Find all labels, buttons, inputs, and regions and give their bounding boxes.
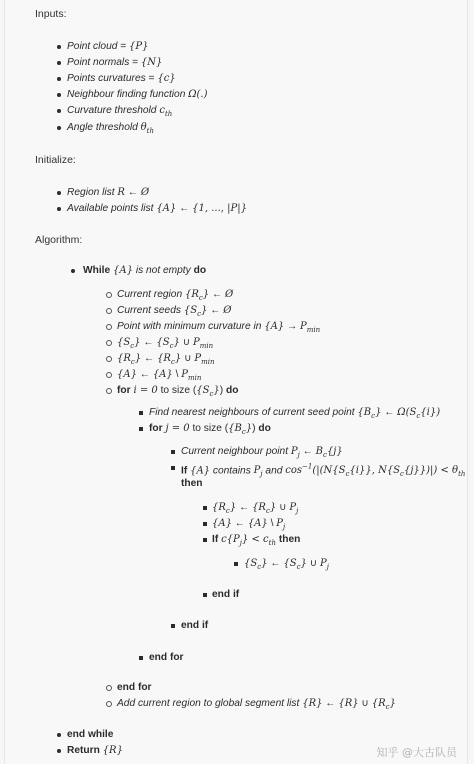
algorithm-heading: Algorithm: <box>35 234 83 246</box>
watermark: 知乎 @大古队员 <box>376 746 457 759</box>
end-for-outer: end for <box>117 682 152 693</box>
input-angle-threshold: Angle threshold $\theta_{th}$ <box>67 122 154 135</box>
circle-bullet-icon <box>106 685 112 691</box>
if-curvature-line: If $c\{P_j\} < c_{th}$ then <box>212 534 301 547</box>
for-i-line: for i = 0 to size $(\{S_c\})$ do <box>117 385 239 398</box>
end-if-inner: end if <box>212 589 240 600</box>
square-bullet-icon <box>203 522 207 526</box>
circle-bullet-icon <box>106 372 112 378</box>
bullet-icon <box>57 77 61 81</box>
end-if-outer: end if <box>181 620 209 631</box>
circle-bullet-icon <box>106 324 112 330</box>
current-neighbour-line: Current neighbour point $P_j$ ← $B_c\{j\}$ <box>181 446 343 459</box>
bullet-icon <box>57 61 61 65</box>
square-bullet-icon <box>139 411 143 415</box>
initialize-heading: Initialize: <box>35 154 76 166</box>
circle-bullet-icon <box>106 340 112 346</box>
bullet-icon <box>57 93 61 97</box>
return-line: Return {R} <box>67 745 123 756</box>
square-bullet-icon <box>234 562 238 566</box>
square-bullet-icon <box>203 593 207 597</box>
while-loop-line: While {A} is not empty do <box>83 265 207 276</box>
square-bullet-icon <box>139 427 143 431</box>
region-add-neighbour-line: $\{R_c\}$ ← $\{R_c\}$ ∪ $P_j$ <box>212 502 299 515</box>
bullet-icon <box>57 749 61 753</box>
circle-bullet-icon <box>106 308 112 314</box>
square-bullet-icon <box>203 506 207 510</box>
seeds-add-neighbour-line: $\{S_c\}$ ← $\{S_c\}$ ∪ $P_j$ <box>244 558 329 571</box>
circle-bullet-icon <box>106 701 112 707</box>
end-for-inner: end for <box>149 652 184 663</box>
then-keyword: then <box>181 478 203 489</box>
input-point-cloud: Point cloud = {P} <box>67 41 149 52</box>
inputs-heading: Inputs: <box>35 8 67 20</box>
end-while: end while <box>67 729 114 740</box>
available-remove-line: {A} ← {A} \ $P_{min}$ <box>117 369 202 382</box>
bullet-icon <box>57 191 61 195</box>
current-region-line: Current region $\{R_c\}$ ← Ø <box>117 289 234 302</box>
if-contains-line: If {A} contains $P_j$ and $\cos^{-1}(|(N\{S_c\{i\}\}$, $N\{S_c\{j\}\})|) < \theta_{th}$ <box>181 463 466 479</box>
region-union-line: $\{R_c\}$ ← $\{R_c\}$ ∪ $P_{min}$ <box>117 353 215 366</box>
square-bullet-icon <box>139 656 143 660</box>
square-bullet-icon <box>171 450 175 454</box>
available-remove-neighbour-line: {A} ← {A} \ $P_j$ <box>212 518 286 531</box>
input-neighbour-function: Neighbour finding function Ω(.) <box>67 89 208 100</box>
bullet-icon <box>57 109 61 113</box>
input-points-curvatures: Points curvatures = {c} <box>67 73 176 84</box>
circle-bullet-icon <box>106 388 112 394</box>
circle-bullet-icon <box>106 356 112 362</box>
square-bullet-icon <box>203 538 207 542</box>
for-j-line: for j = 0 to size $(\{B_c\})$ do <box>149 423 271 436</box>
init-available-points: Available points list {A} ← {1, ..., |P|} <box>67 203 247 214</box>
algorithm-document <box>4 0 468 764</box>
square-bullet-icon <box>171 466 175 470</box>
bullet-icon <box>57 733 61 737</box>
circle-bullet-icon <box>106 292 112 298</box>
square-bullet-icon <box>171 624 175 628</box>
add-region-line: Add current region to global segment list {R} ← {R} ∪ $\{R_c\}$ <box>117 698 396 711</box>
init-region-list: Region list R ← Ø <box>67 187 150 198</box>
bullet-icon <box>57 126 61 130</box>
current-seeds-line: Current seeds $\{S_c\}$ ← Ø <box>117 305 232 318</box>
bullet-icon <box>57 45 61 49</box>
min-curvature-line: Point with minimum curvature in $\{A\} \to P_{min}$ <box>117 321 321 334</box>
seeds-union-line: $\{S_c\}$ ← $\{S_c\}$ ∪ $P_{min}$ <box>117 337 214 350</box>
nearest-neighbours-line: Find nearest neighbours of current seed point $\{B_c\}$ ← $\Omega(S_c\{i\})$ <box>149 407 441 420</box>
input-curvature-threshold: Curvature threshold $c_{th}$ <box>67 105 173 118</box>
input-point-normals: Point normals = {N} <box>67 57 163 68</box>
bullet-icon <box>71 269 75 273</box>
bullet-icon <box>57 207 61 211</box>
